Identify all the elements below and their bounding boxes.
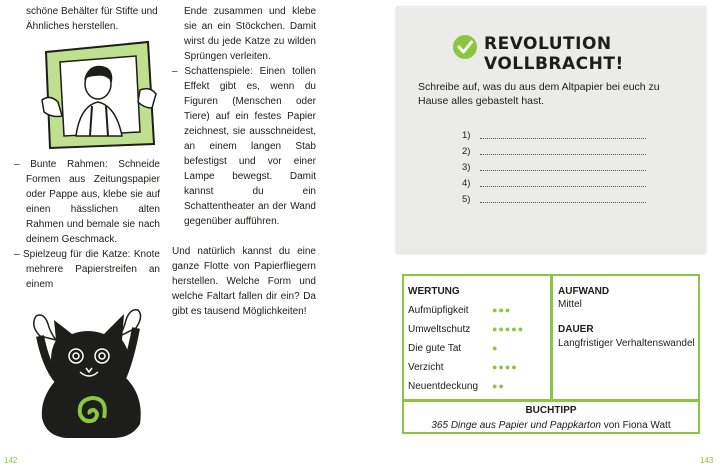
- rating-label: Die gute Tat: [408, 343, 462, 354]
- paragraph: Und natürlich kannst du eine ganze Flotte von Papierfliegern herstellen. Welche Form und welche Faltart fallen dir ein? Da gibt es tausend Möglichkeiten!: [172, 246, 316, 317]
- rating-label: Neuentdeckung: [408, 381, 479, 392]
- aufwand-value: Mittel: [558, 299, 582, 310]
- book-author: von Fiona Watt: [600, 420, 671, 431]
- answer-line[interactable]: [462, 178, 470, 189]
- paragraph: Ende zusammen und klebe sie an ein Stöckchen. Damit wirst du jede Katze zu wilden Sprüngen verleiten.: [184, 6, 316, 62]
- rating-label: Umweltschutz: [408, 324, 471, 335]
- rating-divider-horizontal: [402, 399, 700, 402]
- rating-dots: ●●●: [492, 305, 512, 315]
- check-circle-icon: [452, 34, 478, 60]
- dauer-heading: DAUER: [558, 324, 594, 335]
- rating-dots: ●●●●●: [492, 324, 525, 334]
- paragraph-top: [26, 4, 166, 34]
- book-title: 365 Dinge aus Papier und Pappkarton: [431, 420, 601, 431]
- wertung-heading: WERTUNG: [408, 286, 460, 297]
- text-line: schöne Behälter für Stifte und: [26, 6, 158, 17]
- rating-dots: ●●●●: [492, 362, 518, 372]
- column-two: [172, 4, 316, 319]
- list-item: – Bunte Rahmen: Schneide Formen aus Zeitungspapier oder Pappe aus, klebe sie auf einen hässlichen alten Rahmen und bemale sie nach deinem Geschmack.: [14, 159, 160, 245]
- note-title: REVOLUTION VOLLBRACHT!: [484, 34, 624, 74]
- line-number: 5): [462, 194, 471, 205]
- note-prompt: Schreibe auf, was du aus dem Altpapier bei euch zu Hause alles gebastelt hast.: [418, 81, 660, 107]
- answer-line[interactable]: [462, 162, 470, 173]
- list-item: – Schattenspiele: Einen tollen Effekt gibt es, wenn du Figuren (Menschen oder Tiere) auf ein festes Papier zeichnest, sie ausschneidest, an einem langen Stab befestigst und vor einer Lampe bewegst. Damit kannst du ein Schattentheater an der Wand gegenüber aufführen.: [172, 66, 316, 227]
- list-bunte-rahmen: [14, 157, 160, 292]
- buchtipp-heading: BUCHTIPP: [525, 405, 577, 416]
- rating-label: Aufmüpfigkeit: [408, 305, 469, 316]
- answer-line[interactable]: [462, 146, 470, 157]
- list-item: – Spielzeug für die Katze: Knote mehrere Papierstreifen an einem: [14, 249, 160, 290]
- rating-label: Verzicht: [408, 362, 444, 373]
- aufwand-heading: AUFWAND: [558, 286, 610, 297]
- page-number-right: 143: [700, 456, 714, 465]
- line-number: 3): [462, 162, 471, 173]
- page-number-left: 142: [4, 456, 18, 465]
- line-number: 2): [462, 146, 471, 157]
- line-number: 4): [462, 178, 471, 189]
- person-frame-illustration: [36, 40, 160, 150]
- answer-line[interactable]: [462, 130, 470, 141]
- rating-divider-vertical: [550, 274, 553, 400]
- dauer-value: Langfristiger Verhaltenswandel: [558, 338, 695, 349]
- rating-dots: ●●: [492, 381, 505, 391]
- rating-dots: ●: [492, 343, 499, 353]
- line-number: 1): [462, 130, 471, 141]
- black-cat-illustration: [26, 306, 152, 440]
- buchtipp-text: [402, 420, 700, 431]
- text-line: Ähnliches herstellen.: [26, 21, 119, 32]
- answer-line[interactable]: [462, 194, 470, 205]
